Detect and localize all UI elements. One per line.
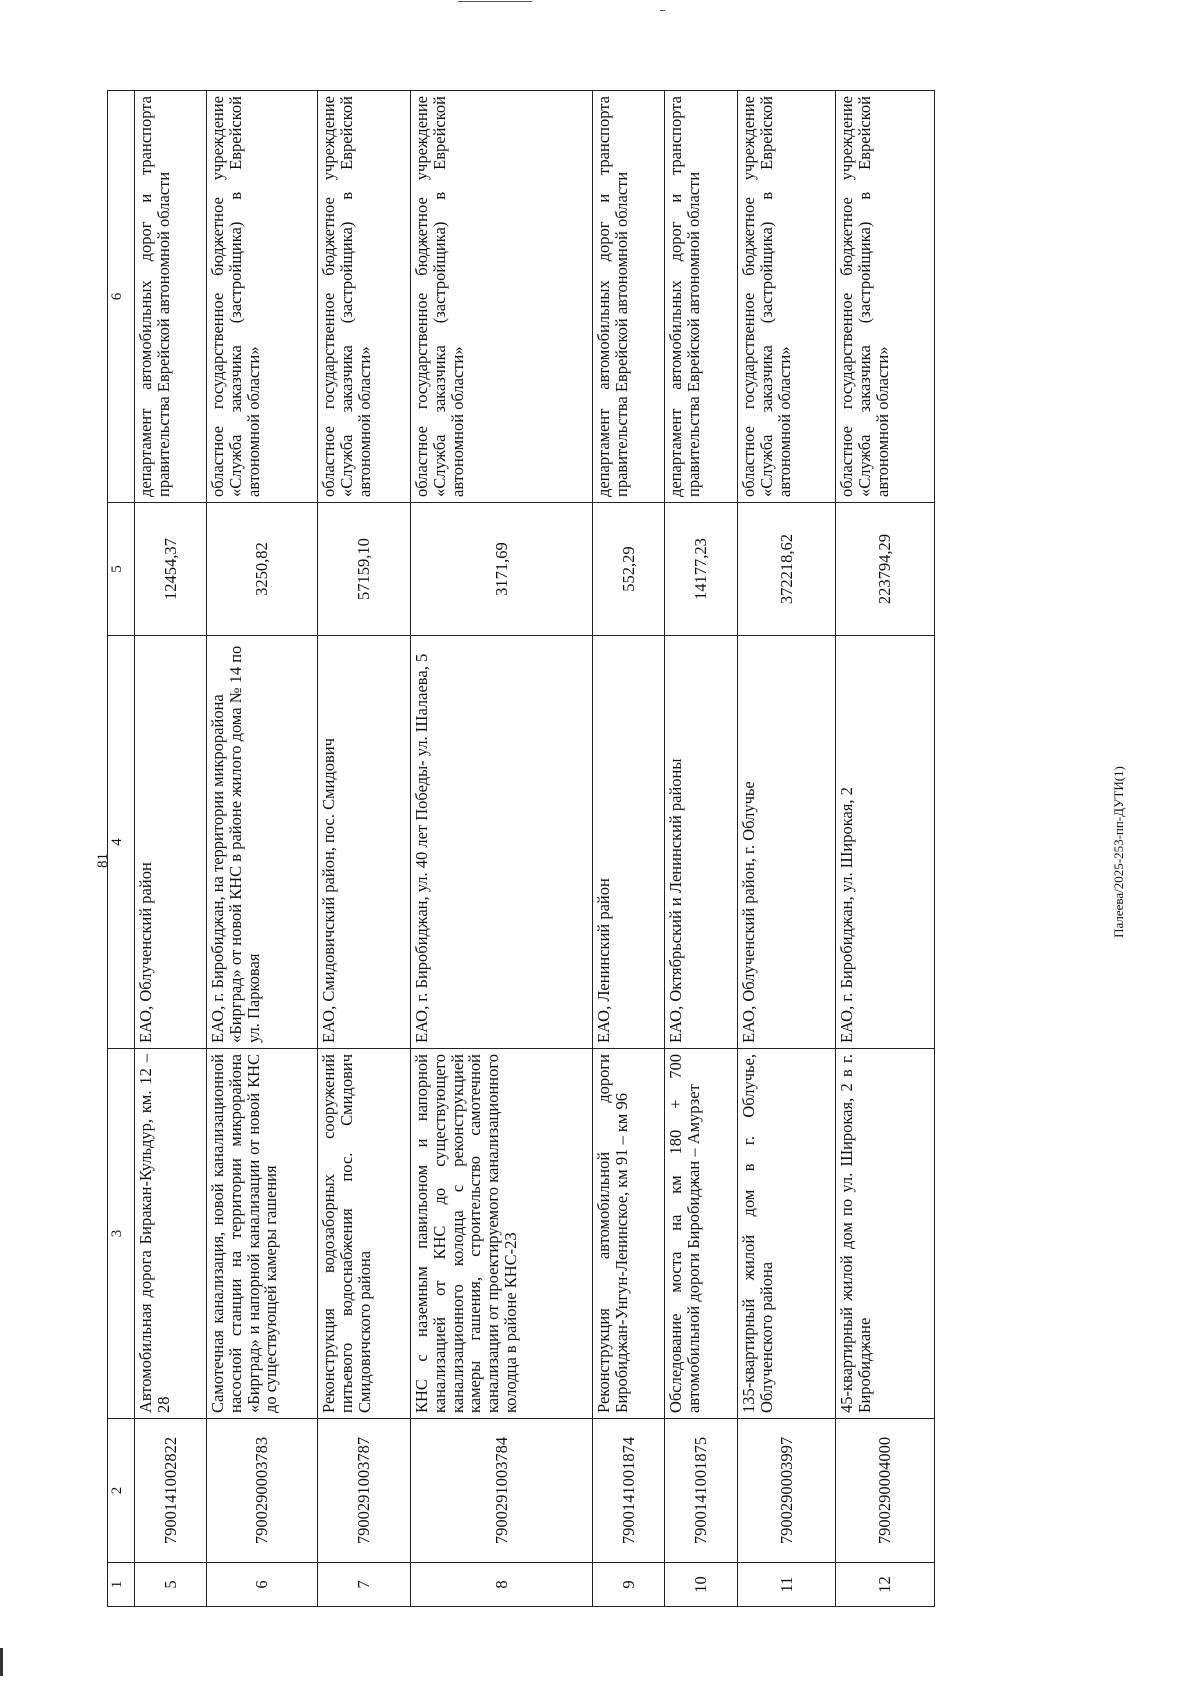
- object-name: Реконструкция автомобильной дороги Биробиджан-Унгун-Ленинское, км 91 – км 96: [593, 1049, 665, 1419]
- object-name: КНС с наземным павильоном и напорной канализацией от КНС до существующего канализационного колодца с реконструкцией камеры гашения, строительство самотечной канализации от проектируемого канализационного колодца в районе КНС-23: [411, 1049, 593, 1419]
- rotated-table-wrapper: [107, 90, 935, 1607]
- object-name: Обследование моста на км 180 + 700 автомобильной дороги Биробиджан – Амурзет: [665, 1049, 738, 1419]
- object-location: ЕАО, Смидовичский район, пос. Смидович: [318, 636, 411, 1049]
- table-row: [836, 91, 935, 1607]
- scan-mark: [0, 1648, 3, 1676]
- objects-table: [107, 90, 935, 1607]
- amount: 3250,82: [207, 503, 318, 636]
- object-code: 7900141001875: [665, 1419, 738, 1563]
- object-code: 7900290003783: [207, 1419, 318, 1563]
- object-code: 7900141002822: [135, 1419, 207, 1563]
- customer: областное государственное бюджетное учреждение «Служба заказчика (застройщика) в Еврейской автономной области»: [411, 91, 593, 503]
- row-number: 7: [318, 1563, 411, 1607]
- scan-mark: [660, 10, 665, 11]
- amount: 14177,23: [665, 503, 738, 636]
- object-code: 7900290003997: [738, 1419, 836, 1563]
- object-name: Реконструкция водозаборных сооружений питьевого водоснабжения пос. Смидович Смидовичского района: [318, 1049, 411, 1419]
- document-code: Палеева/2025-253-пп-ДУТИ(1): [1110, 766, 1126, 938]
- row-number: 6: [207, 1563, 318, 1607]
- scan-mark: [458, 1, 532, 2]
- object-location: ЕАО, Облученский район, г. Облучье: [738, 636, 836, 1049]
- object-location: ЕАО, г. Биробиджан, на территории микрорайона «Бирград» от новой КНС в районе жилого дома № 14 по ул. Парковая: [207, 636, 318, 1049]
- row-number: 9: [593, 1563, 665, 1607]
- object-name: 45-квартирный жилой дом по ул. Широкая, 2 в г. Биробиджане: [836, 1049, 935, 1419]
- row-number: 10: [665, 1563, 738, 1607]
- table-row: [665, 91, 738, 1607]
- table-row: [318, 91, 411, 1607]
- object-name: 135-квартирный жилой дом в г. Облучье, Облученского района: [738, 1049, 836, 1419]
- amount: 12454,37: [135, 503, 207, 636]
- object-location: ЕАО, г. Биробиджан, ул. Широкая, 2: [836, 636, 935, 1049]
- table-row: [135, 91, 207, 1607]
- row-number: 12: [836, 1563, 935, 1607]
- customer: областное государственное бюджетное учреждение «Служба заказчика (застройщика) в Еврейской автономной области»: [318, 91, 411, 503]
- column-header: 3: [108, 1049, 135, 1419]
- table-row: [411, 91, 593, 1607]
- customer: департамент автомобильных дорог и транспорта правительства Еврейской автономной области: [593, 91, 665, 503]
- customer: департамент автомобильных дорог и транспорта правительства Еврейской автономной области: [665, 91, 738, 503]
- object-location: ЕАО, г. Биробиджан, ул. 40 лет Победы- ул. Шалаева, 5: [411, 636, 593, 1049]
- row-number: 8: [411, 1563, 593, 1607]
- object-code: 7900290004000: [836, 1419, 935, 1563]
- row-number: 5: [135, 1563, 207, 1607]
- object-code: 7900141001874: [593, 1419, 665, 1563]
- column-header: 1: [108, 1563, 135, 1607]
- object-location: ЕАО, Облученский район: [135, 636, 207, 1049]
- column-header: 5: [108, 503, 135, 636]
- customer: областное государственное бюджетное учреждение «Служба заказчика (застройщика) в Еврейской автономной области»: [738, 91, 836, 503]
- column-header: 2: [108, 1419, 135, 1563]
- customer: областное государственное бюджетное учреждение «Служба заказчика (застройщика) в Еврейской автономной области»: [207, 91, 318, 503]
- row-number: 11: [738, 1563, 836, 1607]
- table-row: [738, 91, 836, 1607]
- amount: 3171,69: [411, 503, 593, 636]
- table-row: [593, 91, 665, 1607]
- column-header: 6: [108, 91, 135, 503]
- object-code: 7900291003784: [411, 1419, 593, 1563]
- object-location: ЕАО, Ленинский район: [593, 636, 665, 1049]
- object-code: 7900291003787: [318, 1419, 411, 1563]
- amount: 372218,62: [738, 503, 836, 636]
- table-row: [207, 91, 318, 1607]
- table-header-row: [108, 91, 135, 1607]
- amount: 552,29: [593, 503, 665, 636]
- object-name: Самотечная канализация, новой канализационной насосной станции на территории микрорайона «Бирград» и напорной канализации от новой КНС до существующей камеры гашения: [207, 1049, 318, 1419]
- object-name: Автомобильная дорога Биракан-Кульдур, км. 12 – 28: [135, 1049, 207, 1419]
- amount: 57159,10: [318, 503, 411, 636]
- page-number: 81: [95, 853, 111, 868]
- column-header: 4: [108, 636, 135, 1049]
- customer: департамент автомобильных дорог и транспорта правительства Еврейской автономной области: [135, 91, 207, 503]
- amount: 223794,29: [836, 503, 935, 636]
- customer: областное государственное бюджетное учреждение «Служба заказчика (застройщика) в Еврейской автономной области»: [836, 91, 935, 503]
- object-location: ЕАО, Октябрьский и Ленинский районы: [665, 636, 738, 1049]
